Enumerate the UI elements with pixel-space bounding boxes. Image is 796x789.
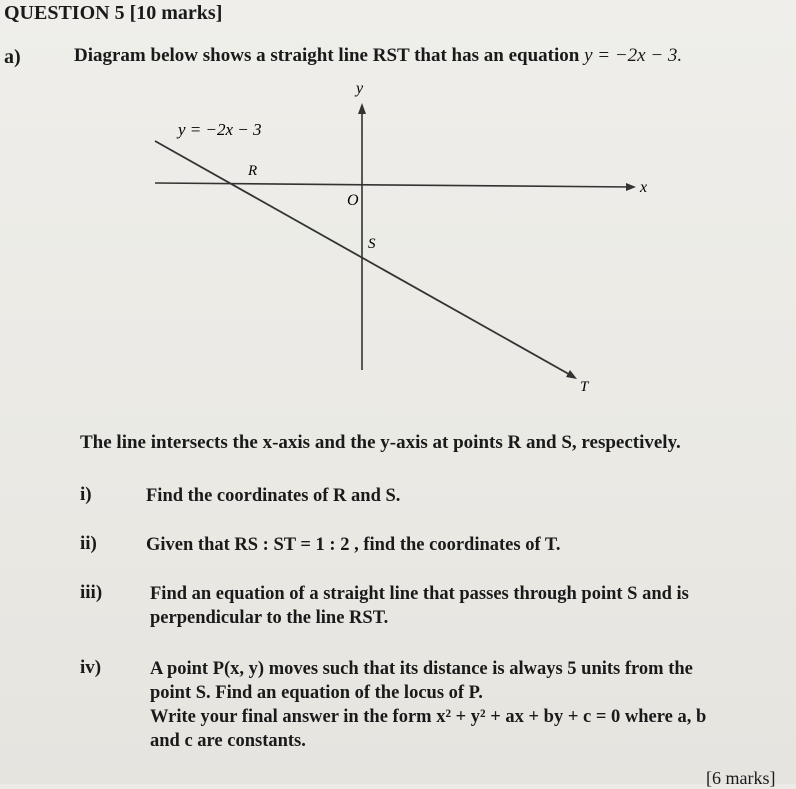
q3-text (150, 582, 689, 630)
x-axis-label: x (640, 179, 648, 196)
y-axis-label: y (356, 80, 364, 97)
q1-line: Find the coordinates of R and S. (146, 486, 401, 506)
q1-text (146, 484, 400, 508)
q1-label: i) (80, 484, 92, 505)
q2-text (146, 533, 561, 557)
q2-label: ii) (80, 533, 97, 554)
part-label: a) (4, 46, 21, 68)
x-axis (155, 183, 632, 187)
q3-line: Find an equation of a straight line that passes through point S and is (150, 584, 689, 604)
origin-label: O (347, 192, 359, 209)
point-t-label: T (580, 379, 589, 395)
q4-label: iv) (80, 657, 102, 678)
intro-sentence: Diagram below shows a straight line RST that has an equation (74, 45, 580, 66)
line-equation-label: y = −2x − 3 (178, 120, 262, 139)
intersection-summary: The line intersects the x-axis and the y-axis at points R and S, respectively. (80, 432, 681, 453)
q4-line: A point P(x, y) moves such that its distance is always 5 units from the (150, 659, 693, 679)
point-s-label: S (368, 236, 376, 252)
line-rst-arrow-icon (566, 370, 577, 379)
q4-text (150, 657, 706, 753)
q4-line: Write your final answer in the form x² + y² + ax + by + c = 0 where a, b (150, 707, 707, 727)
marks-label: [6 marks] (706, 768, 776, 788)
q2-line: Given that RS : ST = 1 : 2 , find the coordinates of T. (146, 535, 561, 555)
line-rst (155, 141, 574, 377)
point-r-label: R (248, 163, 258, 179)
intro-equation: y = −2x − 3. (584, 45, 683, 66)
question-heading: QUESTION 5 [10 marks] (4, 2, 223, 24)
q3-label: iii) (80, 582, 103, 603)
x-axis-arrow-icon (626, 183, 636, 191)
q3-line: perpendicular to the line RST. (150, 608, 389, 628)
q4-line: and c are constants. (150, 731, 306, 751)
q4-line: point S. Find an equation of the locus of P. (150, 683, 483, 703)
y-axis-arrow-icon (358, 103, 366, 114)
